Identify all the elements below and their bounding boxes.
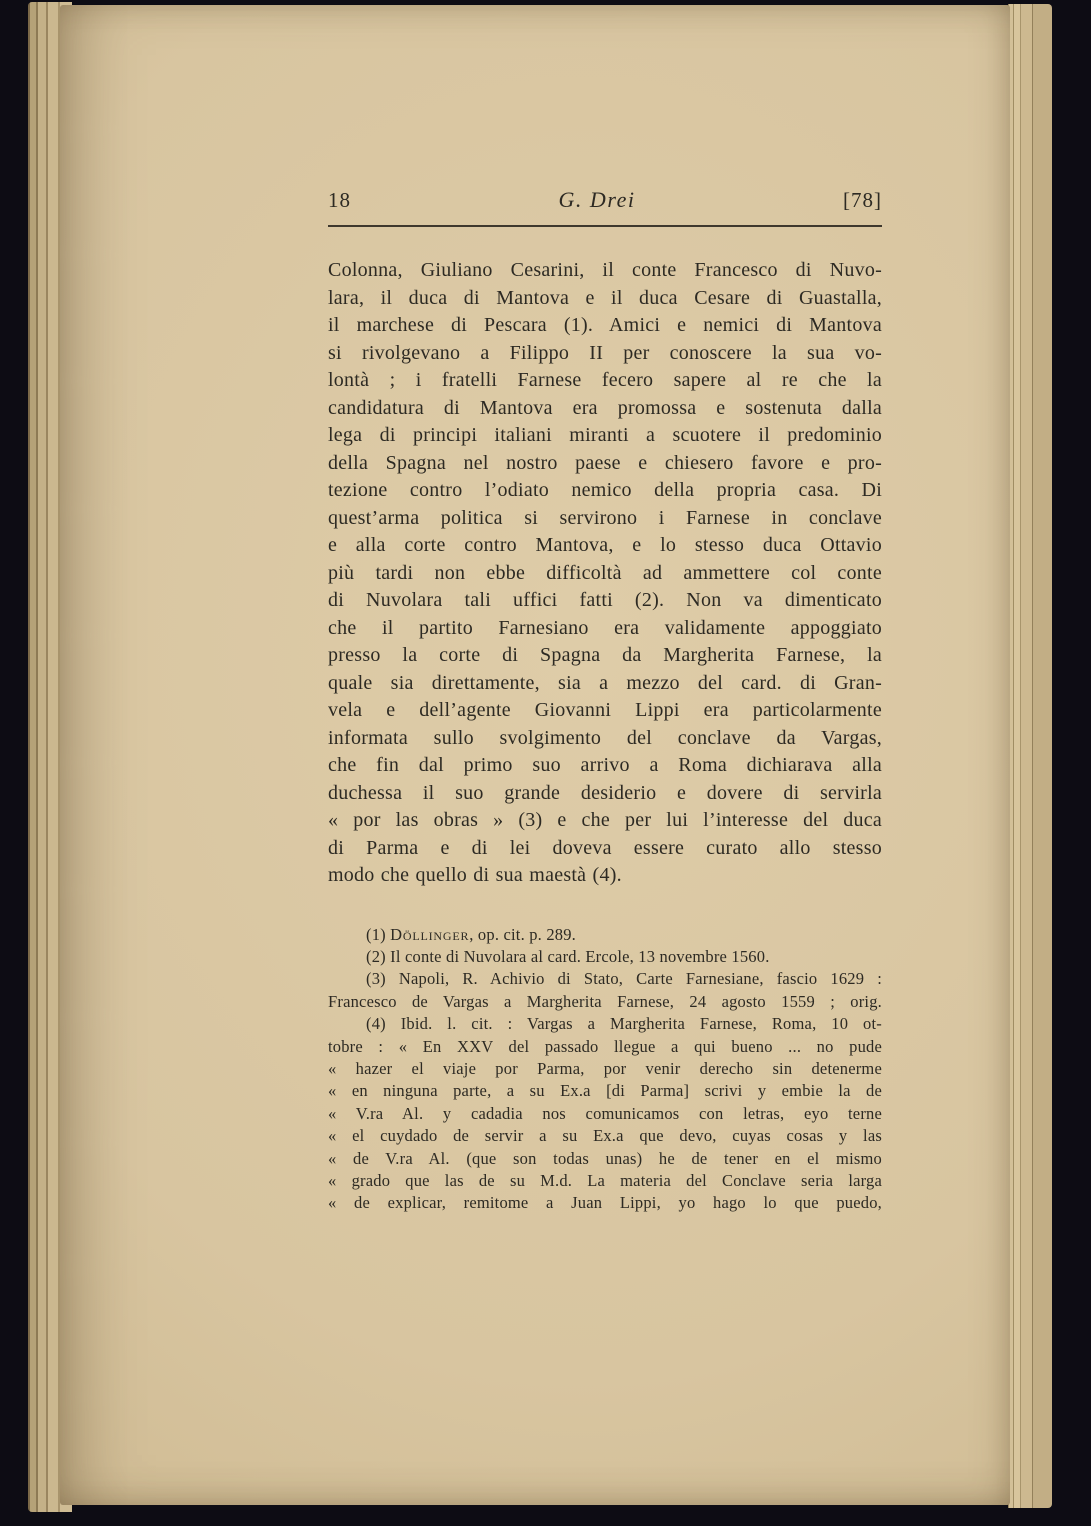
body-line: informata sullo svolgimento del conclave da Vargas, bbox=[328, 726, 882, 749]
body-line: « por las obras » (3) e che per lui l’interesse del duca bbox=[328, 809, 882, 831]
body-line: tezione contro l’odiato nemico della propria casa. Di bbox=[328, 479, 882, 501]
footnote-4 bbox=[328, 1013, 882, 1215]
footnote-2: (2) Il conte di Nuvolara al card. Ercole, 13 novembre 1560. bbox=[366, 946, 770, 966]
footnote-1-marker: (1) bbox=[366, 924, 391, 944]
body-line: lara, il duca di Mantova e il duca Cesare di Guastalla, bbox=[328, 286, 882, 309]
footnote-4-line: « grado que las de su M.d. La materia del Conclave seria larga bbox=[328, 1170, 882, 1190]
footnote-4-line: (4) Ibid. l. cit. : Vargas a Margherita Farnese, Roma, 10 ot- bbox=[366, 1014, 882, 1034]
footnote-3-line: Francesco de Vargas a Margherita Farnese, 24 agosto 1559 ; orig. bbox=[328, 991, 882, 1011]
footnote-4-line: « V.ra Al. y cadadia nos comunicamos con letras, eyo terne bbox=[328, 1103, 882, 1123]
footnote-4-line: « hazer el viaje por Parma, por venir derecho sin detenerme bbox=[328, 1058, 882, 1078]
footnote-4-line: « el cuydado de servir a su Ex.a que devo, cuyas cosas y las bbox=[328, 1126, 882, 1146]
body-line: quest’arma politica si servirono i Farnese in conclave bbox=[328, 506, 882, 529]
footnote-4-line: tobre : « En XXV del passado llegue a qui bueno ... no pude bbox=[328, 1036, 882, 1056]
footnote-1 bbox=[328, 924, 882, 946]
footnote-1-rest: , op. cit. p. 289. bbox=[469, 924, 576, 944]
body-line: che fin dal primo suo arrivo a Roma dichiarava alla bbox=[328, 754, 882, 776]
body-line: lontà ; i fratelli Farnese fecero sapere al re che la bbox=[328, 369, 882, 391]
running-head bbox=[328, 187, 882, 213]
body-line: si rivolgevano a Filippo II per conoscere la sua vo- bbox=[328, 341, 882, 364]
footnote-1-author: Döllinger bbox=[390, 924, 470, 944]
book-page bbox=[60, 5, 1010, 1505]
body-line: presso la corte di Spagna da Margherita Farnese, la bbox=[328, 644, 882, 666]
body-line: della Spagna nel nostro paese e chiesero favore e pro- bbox=[328, 451, 882, 474]
body-line: duchessa il suo grande desiderio e dovere di servirla bbox=[328, 781, 882, 804]
footnote-4-line: « de V.ra Al. (que son todas unas) he de tener en el mismo bbox=[328, 1148, 882, 1168]
body-paragraph bbox=[328, 257, 882, 890]
body-line: quale sia direttamente, sia a mezzo del card. di Gran- bbox=[328, 671, 882, 694]
fore-edge-page-stack bbox=[1008, 4, 1052, 1508]
body-line: di Parma e di lei doveva essere curato allo stesso bbox=[328, 836, 882, 859]
body-line: e alla corte contro Mantova, e lo stesso duca Ottavio bbox=[328, 534, 882, 556]
page-number: 18 bbox=[328, 188, 351, 212]
running-title: G. Drei bbox=[558, 187, 636, 212]
body-line: Colonna, Giuliano Cesarini, il conte Francesco di Nuvo- bbox=[328, 259, 882, 281]
body-line: lega di principi italiani miranti a scuotere il predominio bbox=[328, 424, 882, 446]
footnote-3 bbox=[328, 968, 882, 1013]
body-line: il marchese di Pescara (1). Amici e nemici di Mantova bbox=[328, 314, 882, 336]
footnote-4-line: « de explicar, remitome a Juan Lippi, yo hago lo que puedo, bbox=[328, 1193, 882, 1213]
text-column bbox=[328, 187, 882, 1215]
body-line: candidatura di Mantova era promossa e sostenuta dalla bbox=[328, 396, 882, 419]
body-line: modo che quello di sua maestà (4). bbox=[328, 864, 622, 886]
footnote-3-line: (3) Napoli, R. Achivio di Stato, Carte Farnesiane, fascio 1629 : bbox=[366, 969, 882, 989]
header-rule bbox=[328, 225, 882, 227]
footnotes bbox=[328, 924, 882, 1215]
body-line: vela e dell’agente Giovanni Lippi era particolarmente bbox=[328, 699, 882, 721]
body-line: più tardi non ebbe difficoltà ad ammettere col conte bbox=[328, 561, 882, 584]
body-line: che il partito Farnesiano era validamente appoggiato bbox=[328, 616, 882, 639]
footnote-4-line: « en ninguna parte, a su Ex.a [di Parma] scrivi y embie la de bbox=[328, 1081, 882, 1101]
folio-number: [78] bbox=[843, 188, 882, 212]
body-line: di Nuvolara tali uffici fatti (2). Non va dimenticato bbox=[328, 589, 882, 611]
